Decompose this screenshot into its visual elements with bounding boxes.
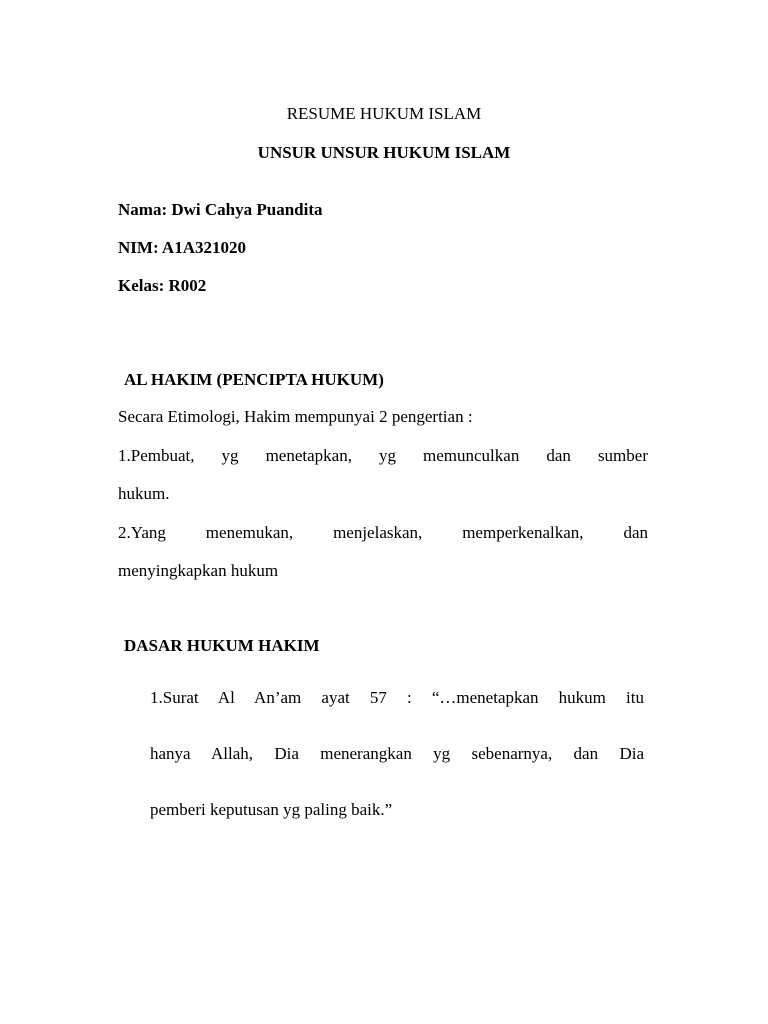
student-name: Nama: Dwi Cahya Puandita bbox=[118, 200, 323, 219]
definition-item-2-line-2: menyingkapkan hukum bbox=[118, 561, 279, 580]
student-nim: NIM: A1A321020 bbox=[118, 238, 246, 257]
student-class: Kelas: R002 bbox=[118, 276, 207, 295]
section-heading-dasar-hukum: DASAR HUKUM HAKIM bbox=[124, 636, 320, 655]
quote-line-1: 1.Surat Al An’am ayat 57 : “…menetapkan hukum itu bbox=[150, 688, 644, 707]
definition-item-1-line-2: hukum. bbox=[118, 484, 170, 503]
quote-line-3: pemberi keputusan yg paling baik.” bbox=[150, 800, 393, 819]
document-subtitle: UNSUR UNSUR HUKUM ISLAM bbox=[257, 143, 511, 162]
definition-item-1-line-1: 1.Pembuat, yg menetapkan, yg memunculkan dan sumber bbox=[118, 446, 648, 465]
section-heading-al-hakim: AL HAKIM (PENCIPTA HUKUM) bbox=[124, 370, 384, 389]
document-title: RESUME HUKUM ISLAM bbox=[286, 104, 482, 123]
quote-line-2: hanya Allah, Dia menerangkan yg sebenarnya, dan Dia bbox=[150, 744, 644, 763]
definition-item-2-line-1: 2.Yang menemukan, menjelaskan, memperkenalkan, dan bbox=[118, 523, 648, 542]
etimologi-intro: Secara Etimologi, Hakim mempunyai 2 pengertian : bbox=[118, 407, 473, 426]
